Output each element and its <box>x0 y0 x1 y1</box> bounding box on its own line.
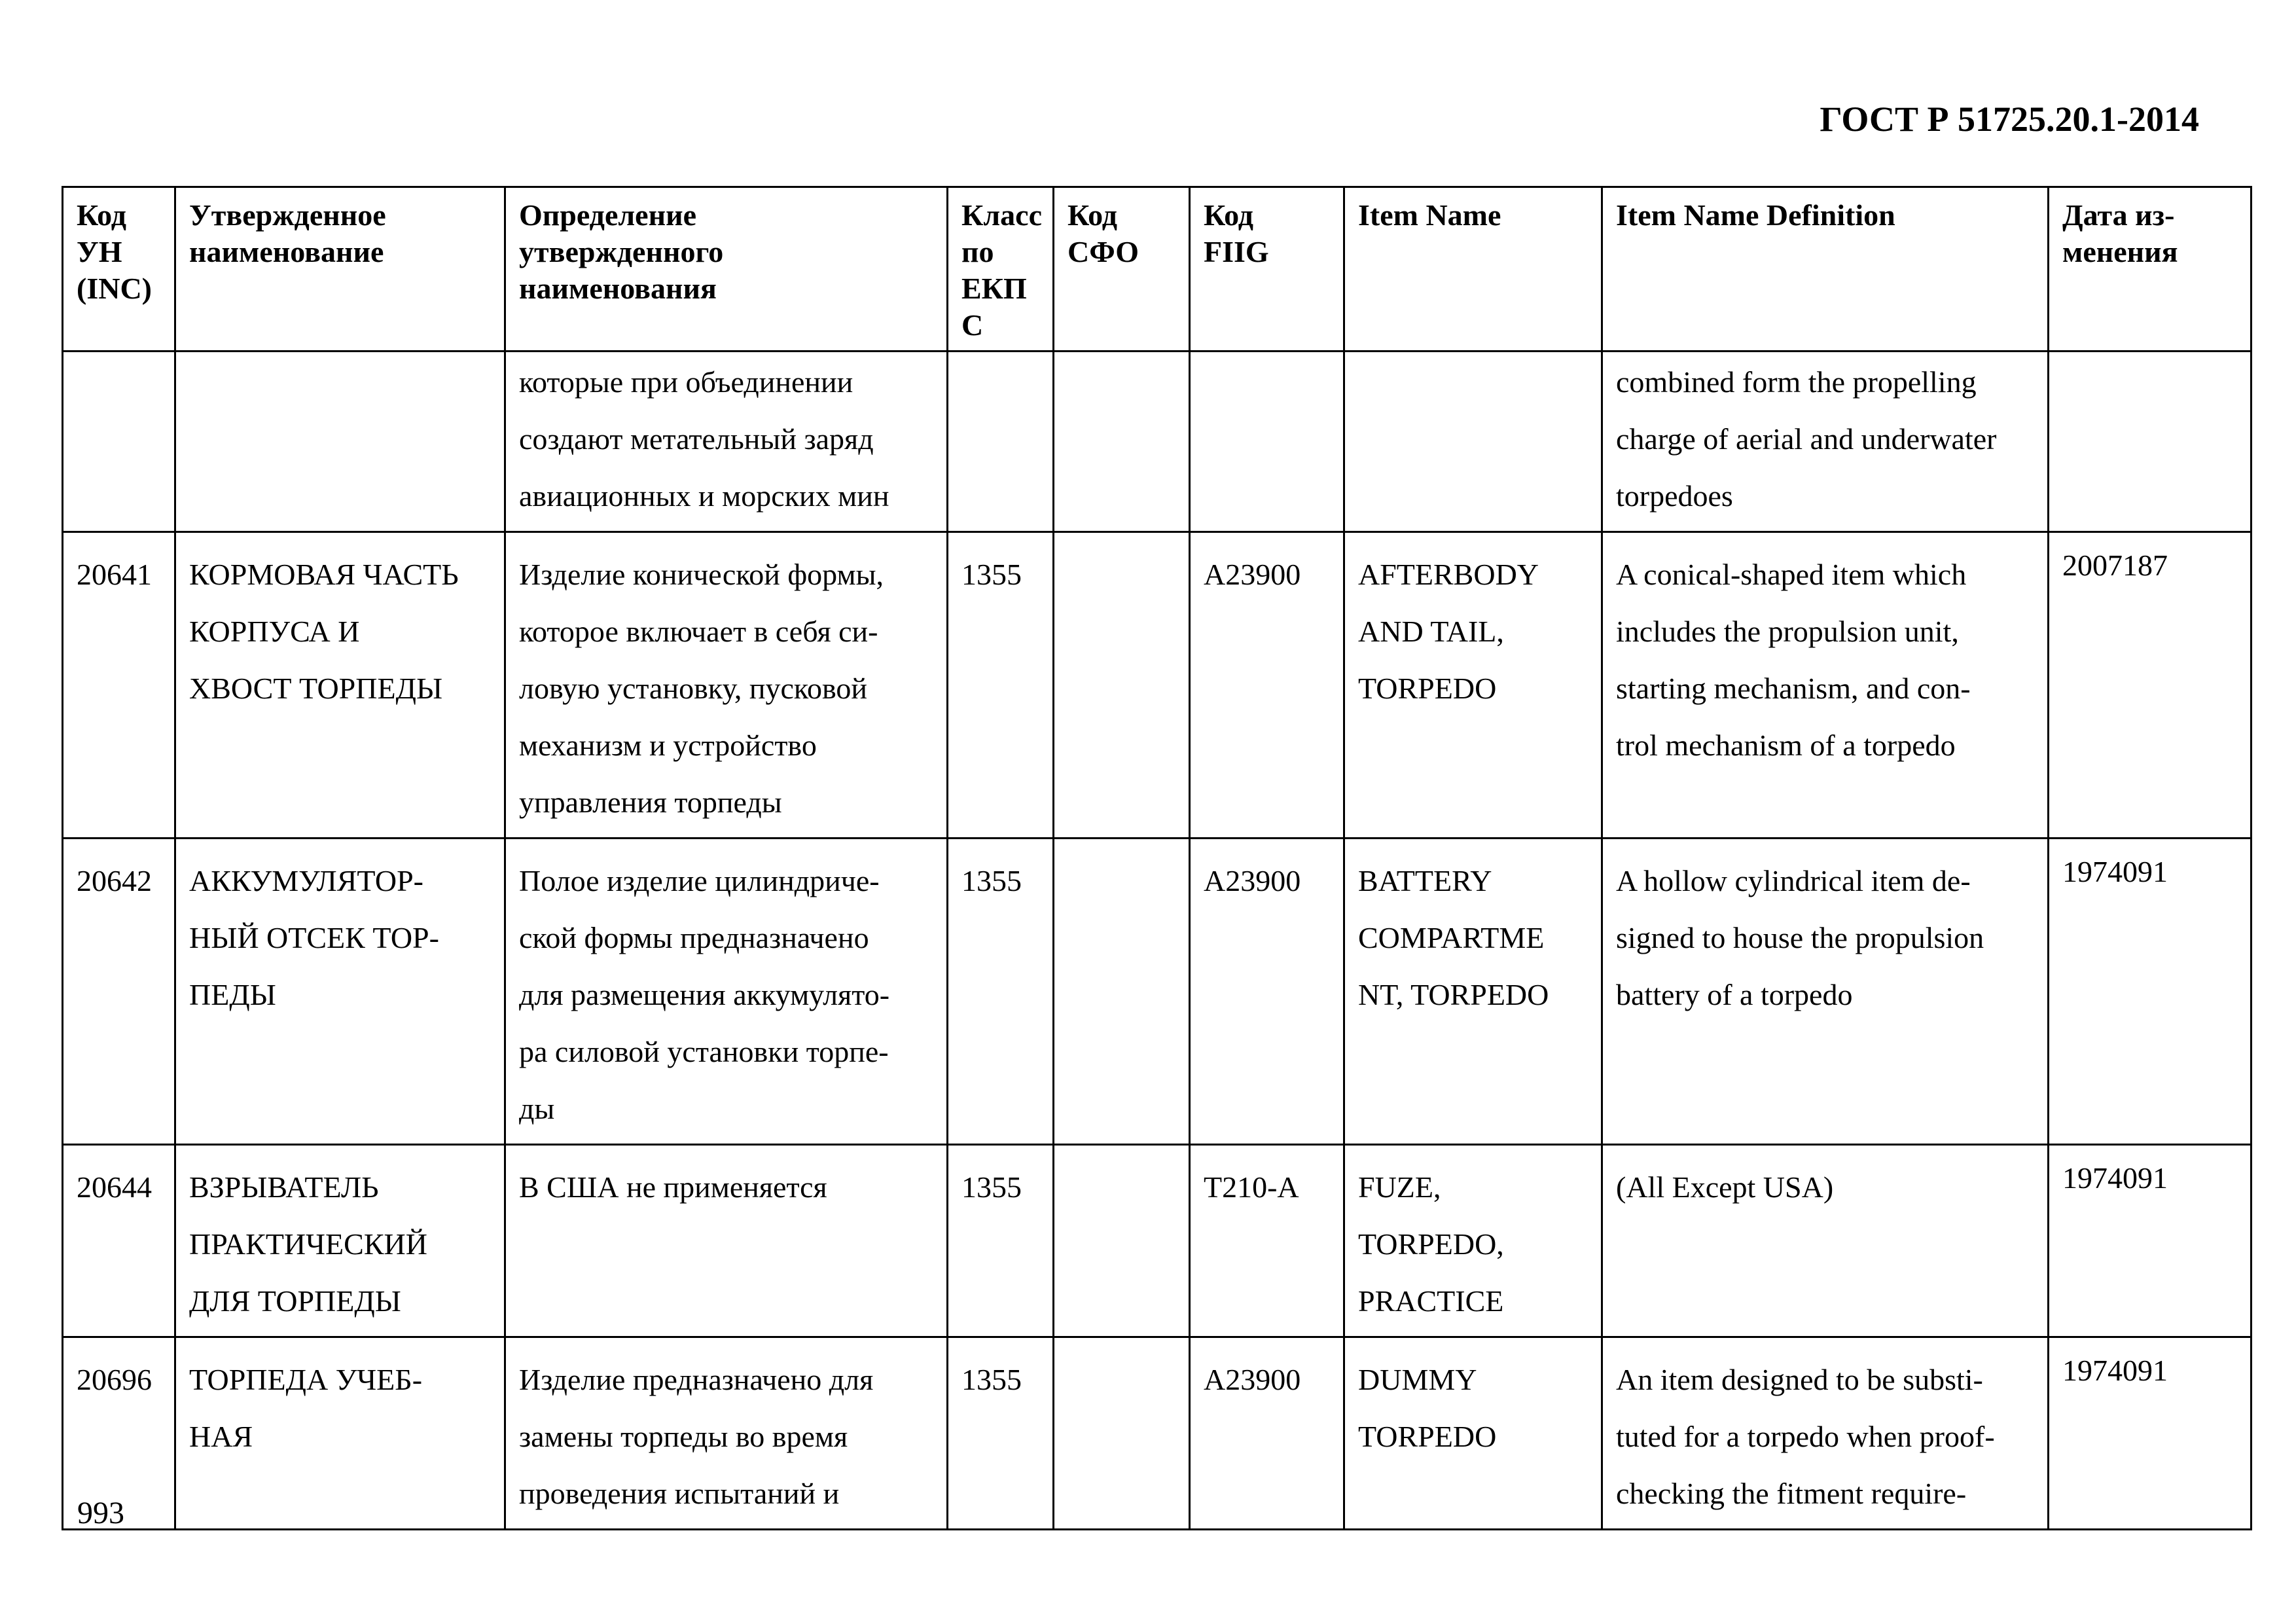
cell-ekps-class: 1355 <box>948 532 1054 839</box>
cell-fiig-code: A23900 <box>1190 532 1344 839</box>
cell-change-date: 1974091 <box>2049 839 2251 1145</box>
nomenclature-table <box>62 186 2252 1530</box>
cell-fiig-code <box>1190 352 1344 532</box>
cell-change-date: 1974091 <box>2049 1337 2251 1530</box>
table-row <box>63 1337 2251 1530</box>
cell-sfo-code <box>1054 1145 1190 1337</box>
column-header-item-name: Item Name <box>1344 187 1602 352</box>
document-standard-code: ГОСТ Р 51725.20.1-2014 <box>1820 99 2199 139</box>
column-header-fiig-code: Код FIIG <box>1190 187 1344 352</box>
table-row <box>63 532 2251 839</box>
column-header-change-date: Дата из- менения <box>2049 187 2251 352</box>
cell-definition: Изделие предназначено для замены торпеды во время проведения испытаний и <box>505 1337 948 1530</box>
cell-definition: которые при объединении создают метательный заряд авиационных и морских мин <box>505 352 948 532</box>
cell-sfo-code <box>1054 1337 1190 1530</box>
cell-item-name: BATTERY COMPARTME NT, TORPEDO <box>1344 839 1602 1145</box>
cell-approved-name: ТОРПЕДА УЧЕБ- НАЯ <box>175 1337 505 1530</box>
cell-approved-name: ВЗРЫВАТЕЛЬ ПРАКТИЧЕСКИЙ ДЛЯ ТОРПЕДЫ <box>175 1145 505 1337</box>
cell-fiig-code: A23900 <box>1190 839 1344 1145</box>
table-row <box>63 839 2251 1145</box>
cell-change-date: 2007187 <box>2049 532 2251 839</box>
cell-sfo-code <box>1054 839 1190 1145</box>
cell-ekps-class <box>948 352 1054 532</box>
cell-inc: 20644 <box>63 1145 175 1337</box>
column-header-approved-name: Утвержденное наименование <box>175 187 505 352</box>
cell-item-name <box>1344 352 1602 532</box>
cell-item-name-definition: An item designed to be substi- tuted for a torpedo when proof- checking the fitment require- <box>1602 1337 2049 1530</box>
column-header-ekps-class: Класс по ЕКП С <box>948 187 1054 352</box>
cell-approved-name: КОРМОВАЯ ЧАСТЬ КОРПУСА И ХВОСТ ТОРПЕДЫ <box>175 532 505 839</box>
cell-change-date <box>2049 352 2251 532</box>
nomenclature-table-container <box>62 186 2250 1510</box>
cell-inc <box>63 352 175 532</box>
cell-inc: 20696 <box>63 1337 175 1530</box>
cell-change-date: 1974091 <box>2049 1145 2251 1337</box>
table-header-row <box>63 187 2251 352</box>
cell-sfo-code <box>1054 352 1190 532</box>
cell-item-name-definition: combined form the propelling charge of aerial and underwater torpedoes <box>1602 352 2049 532</box>
cell-approved-name: АККУМУЛЯТОР- НЫЙ ОТСЕК ТОР- ПЕДЫ <box>175 839 505 1145</box>
cell-approved-name <box>175 352 505 532</box>
cell-item-name: DUMMY TORPEDO <box>1344 1337 1602 1530</box>
column-header-definition: Определение утвержденного наименования <box>505 187 948 352</box>
cell-fiig-code: A23900 <box>1190 1337 1344 1530</box>
cell-ekps-class: 1355 <box>948 1145 1054 1337</box>
cell-item-name: FUZE, TORPEDO, PRACTICE <box>1344 1145 1602 1337</box>
table-row <box>63 1145 2251 1337</box>
cell-item-name-definition: A hollow cylindrical item de- signed to house the propulsion battery of a torpedo <box>1602 839 2049 1145</box>
cell-item-name-definition: (All Except USA) <box>1602 1145 2049 1337</box>
cell-inc: 20642 <box>63 839 175 1145</box>
page-number: 993 <box>77 1496 124 1530</box>
cell-fiig-code: T210-A <box>1190 1145 1344 1337</box>
cell-sfo-code <box>1054 532 1190 839</box>
cell-definition: Изделие конической формы, которое включает в себя си- ловую установку, пусковой механизм и устройство управления торпеды <box>505 532 948 839</box>
column-header-inc: Код УН (INC) <box>63 187 175 352</box>
table-row <box>63 352 2251 532</box>
column-header-item-name-definition: Item Name Definition <box>1602 187 2049 352</box>
cell-inc: 20641 <box>63 532 175 839</box>
cell-definition: В США не применяется <box>505 1145 948 1337</box>
cell-item-name-definition: A conical-shaped item which includes the propulsion unit, starting mechanism, and con- trol mechanism of a torpedo <box>1602 532 2049 839</box>
cell-ekps-class: 1355 <box>948 1337 1054 1530</box>
cell-item-name: AFTERBODY AND TAIL, TORPEDO <box>1344 532 1602 839</box>
cell-definition: Полое изделие цилиндриче- ской формы предназначено для размещения аккумулято- ра силовой установки торпе- ды <box>505 839 948 1145</box>
column-header-sfo-code: Код СФО <box>1054 187 1190 352</box>
cell-ekps-class: 1355 <box>948 839 1054 1145</box>
